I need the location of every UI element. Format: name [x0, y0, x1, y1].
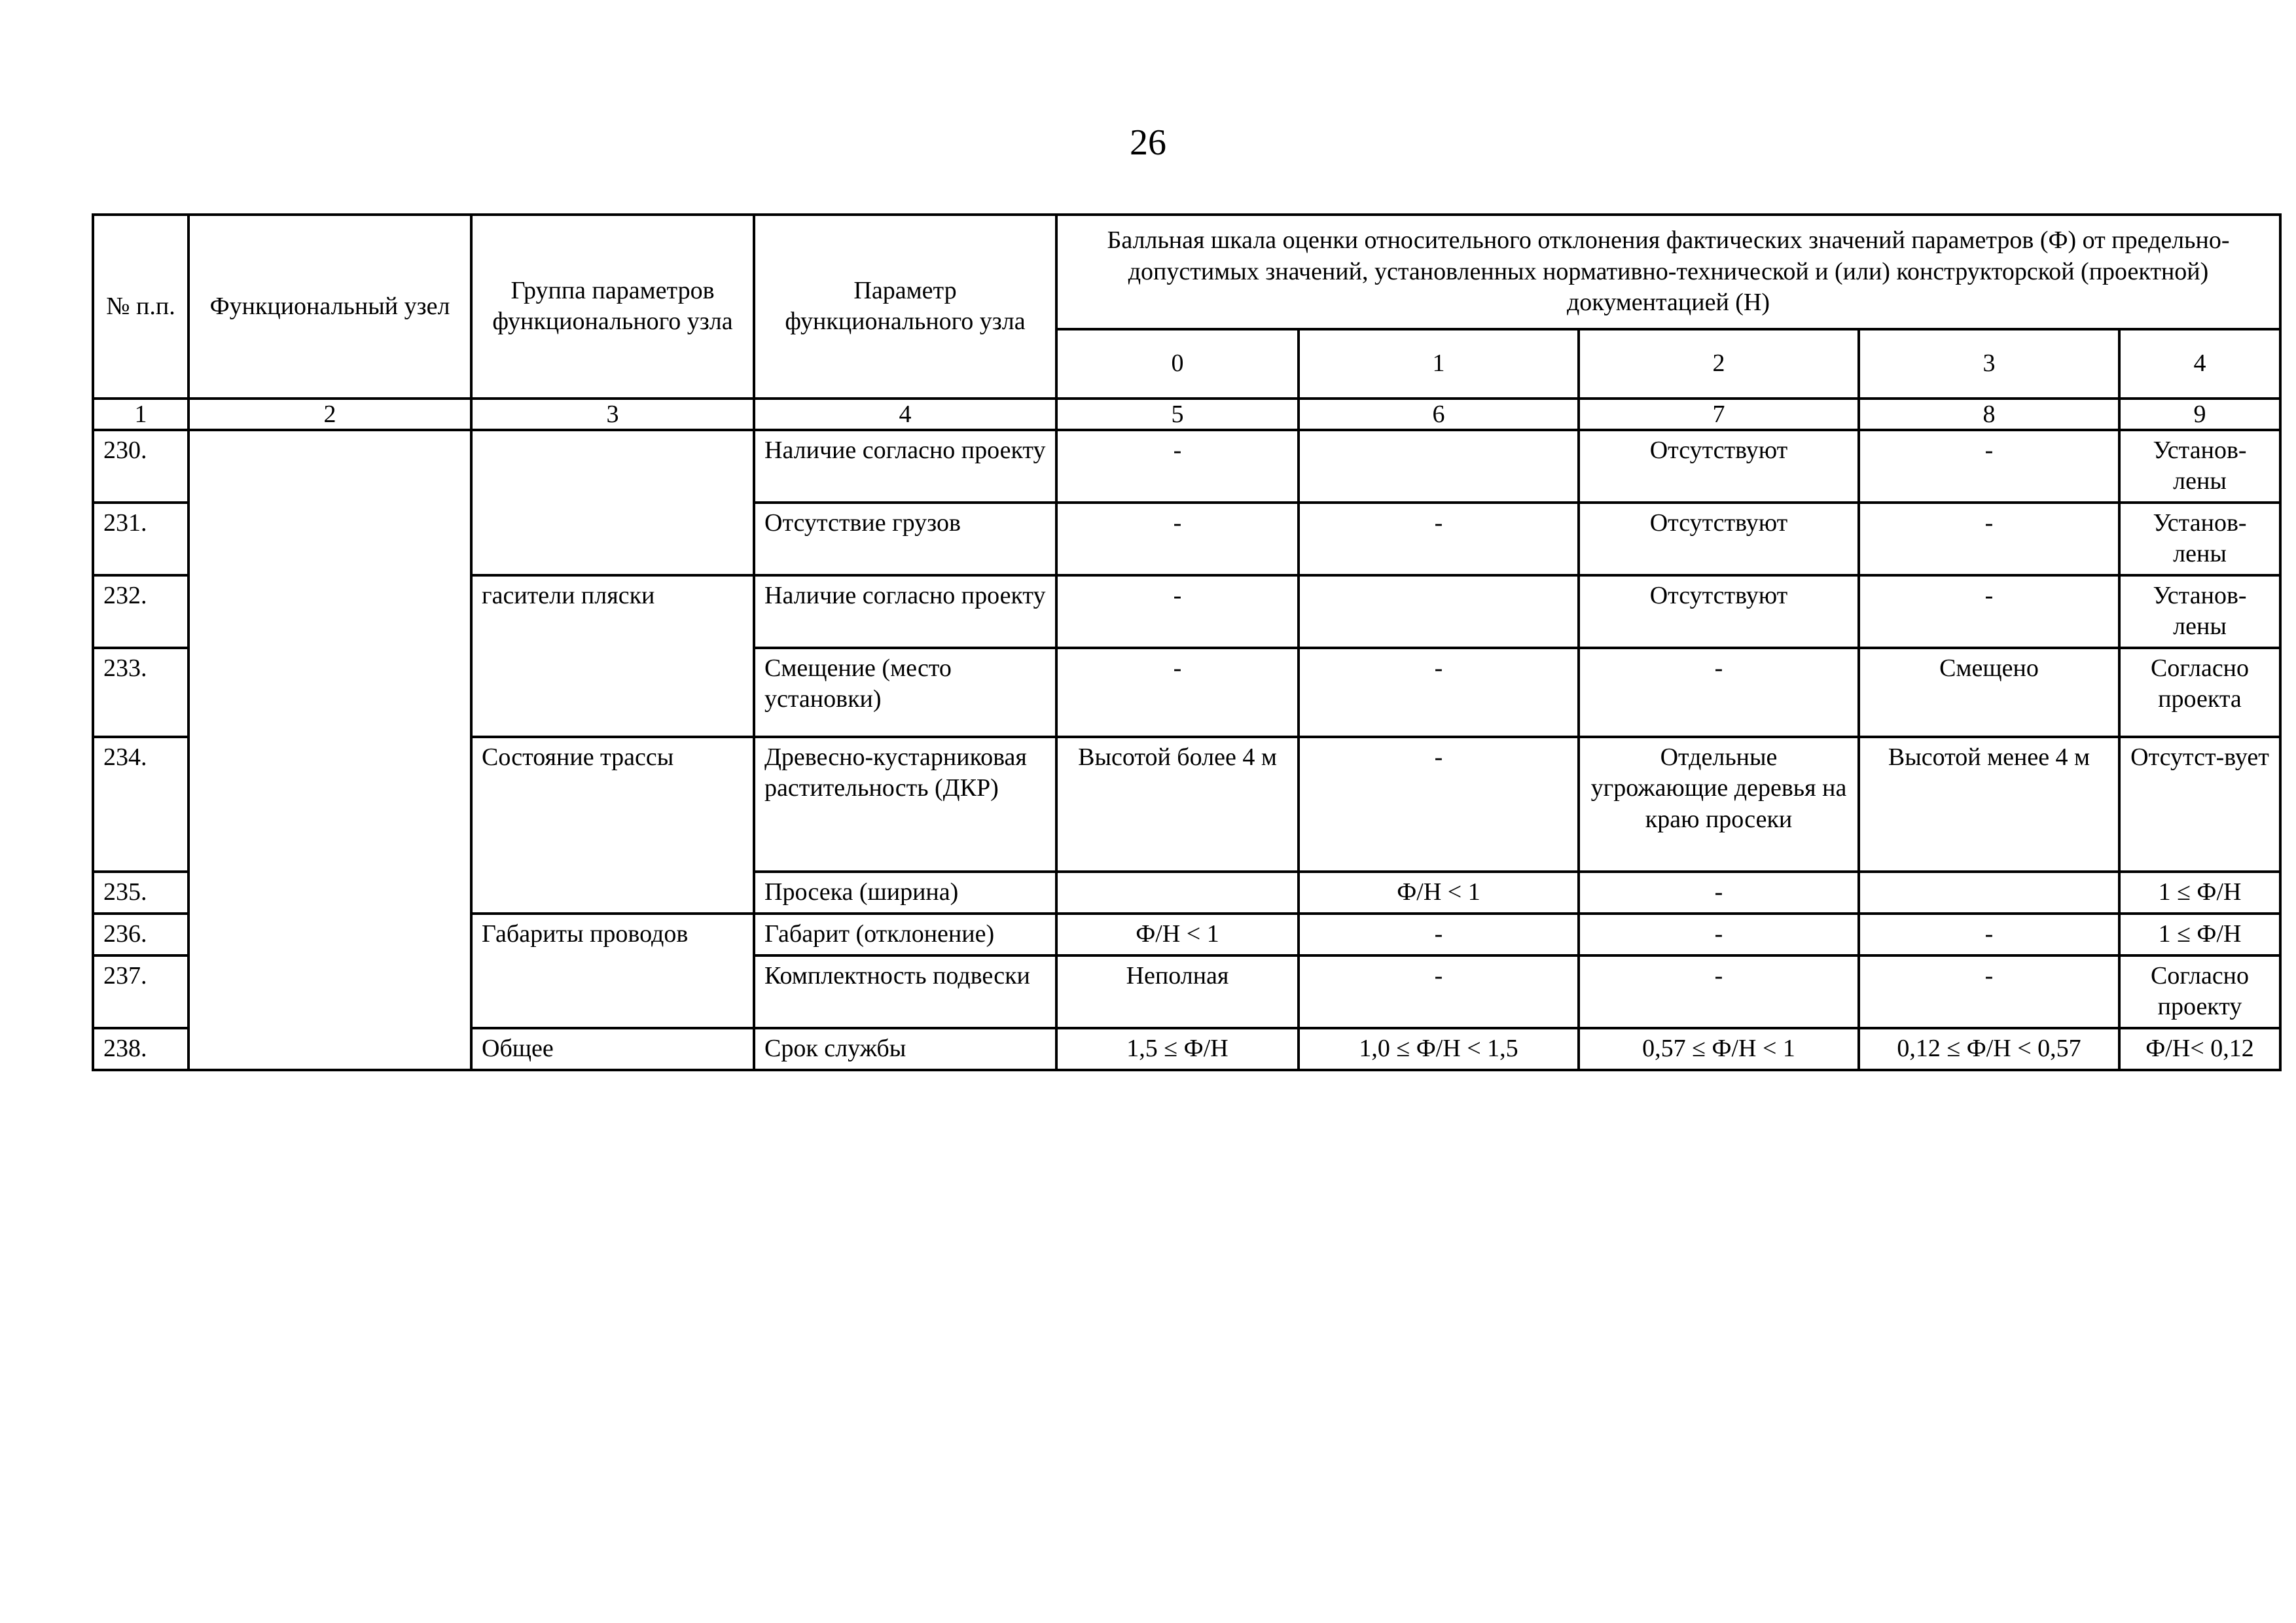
column-number: 7: [1579, 399, 1859, 430]
header-score-1: 1: [1299, 329, 1579, 399]
page-number: 26: [1130, 122, 1166, 163]
group-cell: Состояние трассы: [471, 737, 754, 914]
score-0-cell: Высотой более 4 м: [1056, 737, 1299, 872]
score-3-cell: [1859, 872, 2119, 914]
param-cell: Габарит (отклонение): [754, 914, 1056, 955]
score-4-cell: Установ-лены: [2119, 430, 2280, 503]
score-4-cell: 1 ≤ Ф/Н: [2119, 914, 2280, 955]
score-3-cell: Смещено: [1859, 648, 2119, 737]
row-number: 236.: [93, 914, 188, 955]
score-1-cell: -: [1299, 955, 1579, 1028]
score-4-cell: Отсутст-вует: [2119, 737, 2280, 872]
row-number: 237.: [93, 955, 188, 1028]
score-3-cell: -: [1859, 575, 2119, 648]
score-0-cell: 1,5 ≤ Ф/Н: [1056, 1028, 1299, 1070]
header-score-4: 4: [2119, 329, 2280, 399]
header-score-3: 3: [1859, 329, 2119, 399]
score-3-cell: -: [1859, 503, 2119, 575]
param-cell: Комплектность подвески: [754, 955, 1056, 1028]
row-number: 234.: [93, 737, 188, 872]
score-4-cell: Ф/Н< 0,12: [2119, 1028, 2280, 1070]
score-4-cell: Установ-лены: [2119, 503, 2280, 575]
param-cell: Просека (ширина): [754, 872, 1056, 914]
column-number: 8: [1859, 399, 2119, 430]
node-cell: [188, 430, 471, 1070]
param-cell: Наличие согласно проекту: [754, 575, 1056, 648]
score-1-cell: [1299, 575, 1579, 648]
header-col-group: Группа параметров функционального узла: [471, 215, 754, 399]
score-0-cell: Ф/Н < 1: [1056, 914, 1299, 955]
score-2-cell: 0,57 ≤ Ф/Н < 1: [1579, 1028, 1859, 1070]
score-0-cell: -: [1056, 430, 1299, 503]
score-0-cell: -: [1056, 575, 1299, 648]
evaluation-table: [92, 213, 2282, 1071]
score-4-cell: Установ-лены: [2119, 575, 2280, 648]
score-2-cell: Отсутствуют: [1579, 430, 1859, 503]
score-2-cell: -: [1579, 955, 1859, 1028]
header-col-no: № п.п.: [93, 215, 188, 399]
score-1-cell: Ф/Н < 1: [1299, 872, 1579, 914]
param-cell: Отсутствие грузов: [754, 503, 1056, 575]
param-cell: Наличие согласно проекту: [754, 430, 1056, 503]
table-row: [93, 430, 2280, 503]
row-number: 230.: [93, 430, 188, 503]
column-number: 6: [1299, 399, 1579, 430]
score-3-cell: -: [1859, 914, 2119, 955]
score-2-cell: Отсутствуют: [1579, 575, 1859, 648]
score-3-cell: Высотой менее 4 м: [1859, 737, 2119, 872]
column-number: 1: [93, 399, 188, 430]
group-cell: Габариты проводов: [471, 914, 754, 1028]
score-3-cell: -: [1859, 955, 2119, 1028]
header-scale-title: Балльная шкала оценки относительного отклонения фактических значений параметров (Ф) от предельно-допустимых значений, установленных нормативно-технической и (или) конструкторской (проектной) документацией (Н): [1056, 215, 2280, 329]
group-cell: [471, 430, 754, 575]
param-cell: Древесно-кустарниковая растительность (ДКР): [754, 737, 1056, 872]
score-4-cell: 1 ≤ Ф/Н: [2119, 872, 2280, 914]
score-1-cell: [1299, 430, 1579, 503]
row-number: 233.: [93, 648, 188, 737]
score-3-cell: -: [1859, 430, 2119, 503]
param-cell: Срок службы: [754, 1028, 1056, 1070]
score-0-cell: -: [1056, 648, 1299, 737]
column-number: 3: [471, 399, 754, 430]
column-number: 5: [1056, 399, 1299, 430]
score-2-cell: Отсутствуют: [1579, 503, 1859, 575]
row-number: 235.: [93, 872, 188, 914]
column-number: 9: [2119, 399, 2280, 430]
group-cell: гасители пляски: [471, 575, 754, 737]
row-number: 232.: [93, 575, 188, 648]
column-numbers-row: [93, 399, 2280, 430]
score-2-cell: -: [1579, 648, 1859, 737]
score-1-cell: -: [1299, 737, 1579, 872]
score-1-cell: -: [1299, 648, 1579, 737]
score-3-cell: 0,12 ≤ Ф/Н < 0,57: [1859, 1028, 2119, 1070]
score-0-cell: Неполная: [1056, 955, 1299, 1028]
column-number: 2: [188, 399, 471, 430]
score-1-cell: -: [1299, 914, 1579, 955]
row-number: 231.: [93, 503, 188, 575]
score-1-cell: 1,0 ≤ Ф/Н < 1,5: [1299, 1028, 1579, 1070]
score-0-cell: -: [1056, 503, 1299, 575]
score-2-cell: Отдельные угрожающие деревья на краю просеки: [1579, 737, 1859, 872]
group-cell: Общее: [471, 1028, 754, 1070]
header-col-node: Функциональный узел: [188, 215, 471, 399]
score-4-cell: Согласно проекта: [2119, 648, 2280, 737]
header-row: [93, 215, 2280, 329]
score-2-cell: -: [1579, 872, 1859, 914]
column-number: 4: [754, 399, 1056, 430]
score-0-cell: [1056, 872, 1299, 914]
param-cell: Смещение (место установки): [754, 648, 1056, 737]
header-score-2: 2: [1579, 329, 1859, 399]
header-score-0: 0: [1056, 329, 1299, 399]
score-2-cell: -: [1579, 914, 1859, 955]
score-1-cell: -: [1299, 503, 1579, 575]
row-number: 238.: [93, 1028, 188, 1070]
header-col-param: Параметр функционального узла: [754, 215, 1056, 399]
score-4-cell: Согласно проекту: [2119, 955, 2280, 1028]
